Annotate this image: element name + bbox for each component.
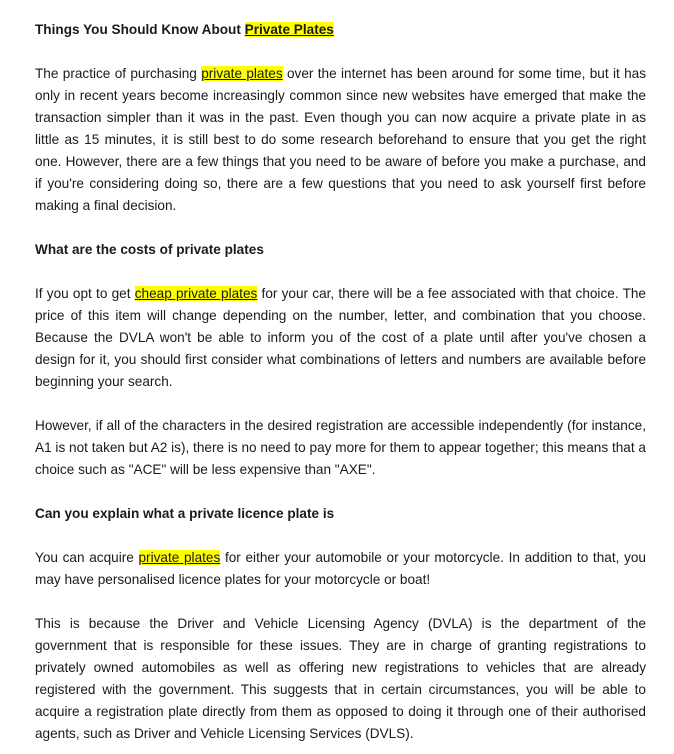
acquire-highlight bbox=[139, 550, 221, 565]
private-plates-link-1[interactable]: private plates bbox=[201, 66, 283, 81]
costs-text-start: If you opt to get bbox=[35, 286, 135, 301]
costs-highlight bbox=[135, 286, 258, 301]
cheap-private-plates-link[interactable]: cheap private plates bbox=[134, 286, 258, 301]
document-title bbox=[35, 19, 646, 41]
dvla-paragraph: This is because the Driver and Vehicle Licensing Agency (DVLA) is the department of the government that is responsible for these issues. They are in charge of granting registrations to privately owned automobiles as well as offering new registrations to vehicles that are already registered with the government. This suggests that in certain circumstances, you will be able to acquire a registration plate directly from them as opposed to doing it through one of their authorised agents, such as Driver and Vehicle Licensing Services (DVLS). bbox=[35, 616, 646, 741]
intro-paragraph bbox=[35, 63, 646, 217]
intro-text-start: The practice of purchasing bbox=[35, 66, 202, 81]
title-highlight bbox=[245, 22, 334, 37]
acquire-text-end: for either your automobile or your motorcycle. In addition to that, you may have personalised licence plates for your motorcycle or boat! bbox=[35, 550, 646, 587]
characters-paragraph: However, if all of the characters in the desired registration are accessible independently (for instance, A1 is not taken but A2 is), there is no need to pay more for them to appear together; this means that a choice such as "ACE" will be less expensive than "AXE". bbox=[35, 418, 646, 477]
acquire-paragraph bbox=[35, 547, 646, 591]
explain-heading: Can you explain what a private licence plate is bbox=[35, 506, 335, 521]
acquire-text-start: You can acquire bbox=[35, 550, 139, 565]
intro-highlight bbox=[201, 66, 282, 81]
intro-text-end: over the internet has been around for some time, but it has only in recent years become increasingly common since new websites have emerged that make the transaction simpler than it was in the past. Even though you can now acquire a private plate in as little as 15 minutes, it is still best to do some research beforehand to ensure that you get the right one. However, there are a few things that you need to be aware of before you make a purchase, and if you're considering doing so, there are a few questions that you need to ask yourself first before making a final decision. bbox=[35, 66, 647, 213]
costs-paragraph bbox=[35, 283, 646, 393]
costs-text-end: for your car, there will be a fee associated with that choice. The price of this item will change depending on the number, letter, and combination that you choose. Because the DVLA won't be able to inform you of the cost of a plate until after you've chosen a design for it, you should first consider what combinations of letters and numbers are available before beginning your search. bbox=[35, 286, 646, 389]
private-plates-link-2[interactable]: private plates bbox=[138, 550, 221, 565]
private-plates-title-link[interactable]: Private Plates bbox=[244, 22, 334, 37]
costs-heading: What are the costs of private plates bbox=[35, 242, 264, 257]
title-text: Things You Should Know About bbox=[35, 22, 245, 37]
